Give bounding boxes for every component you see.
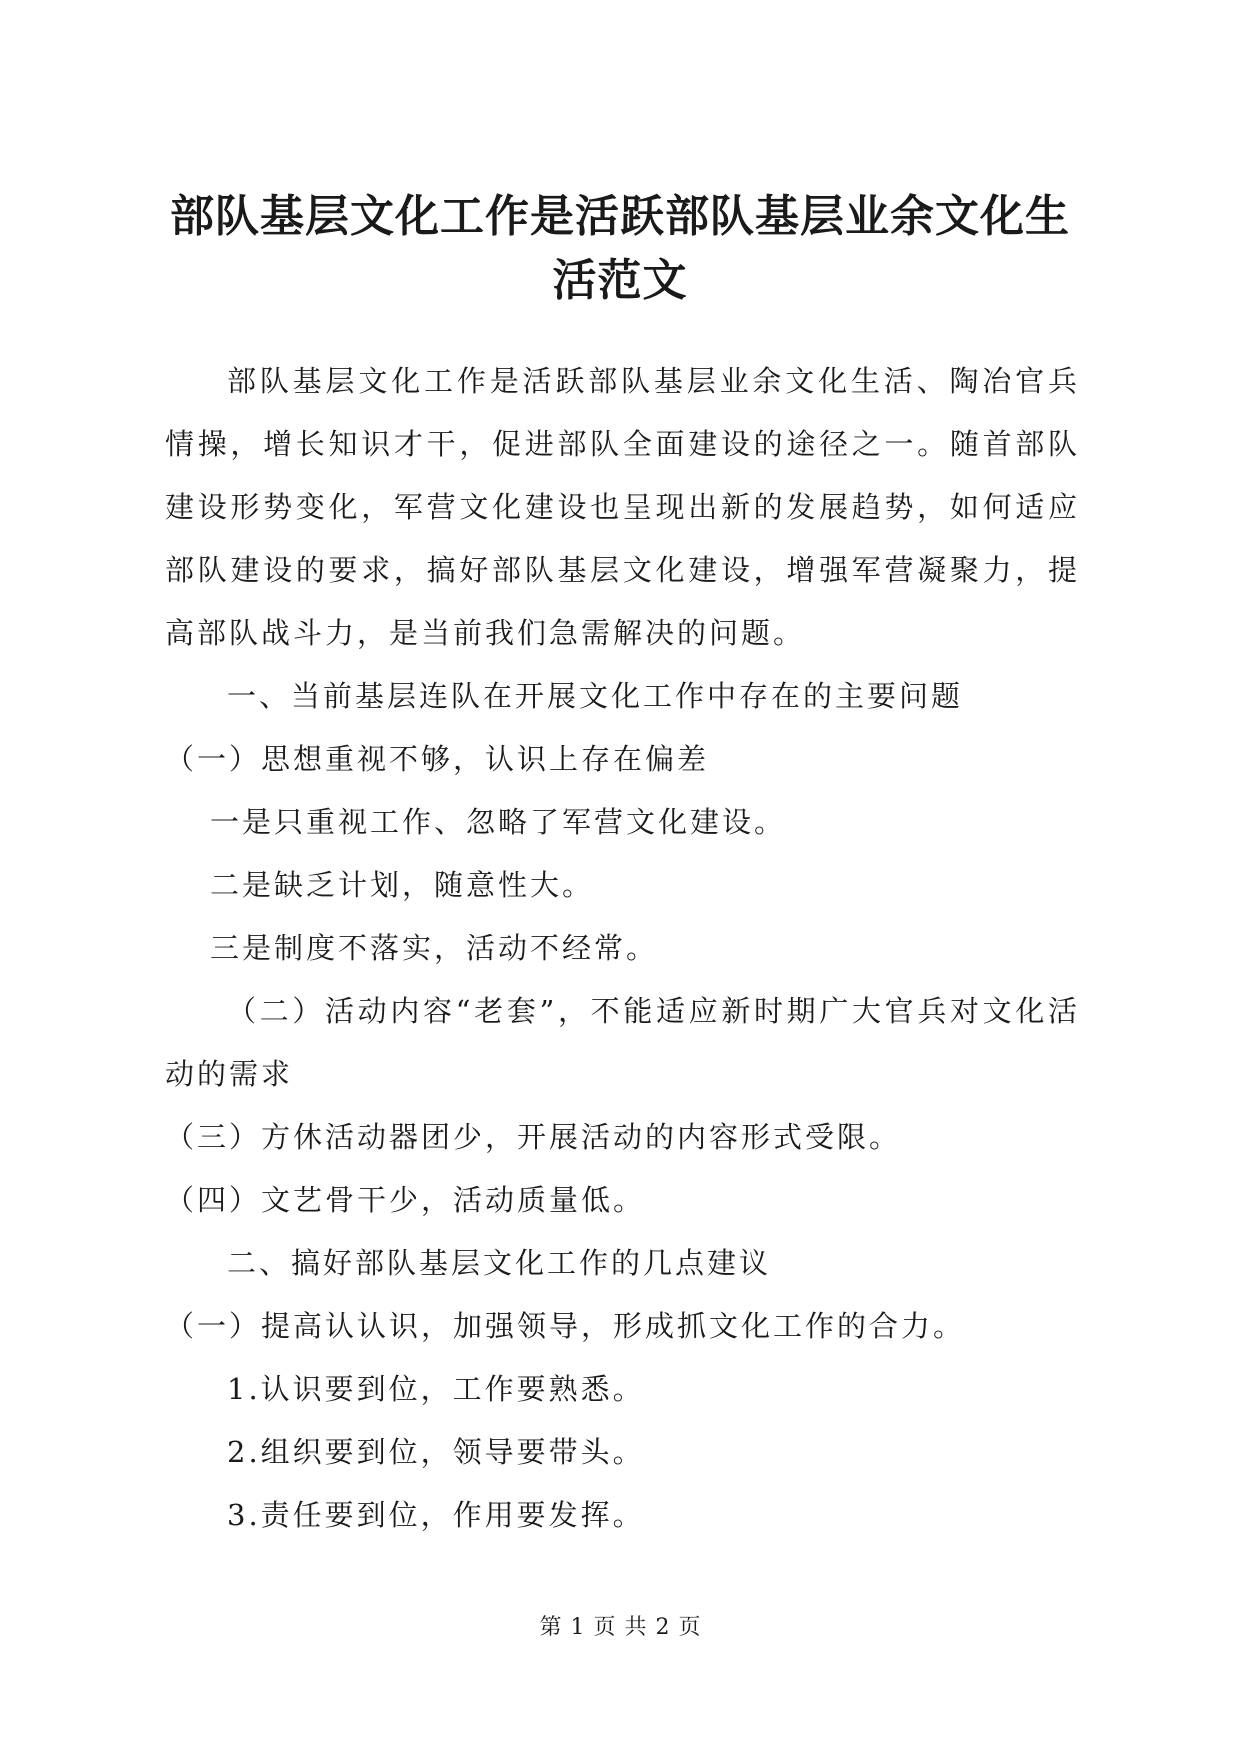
numbered-item: 3.责任要到位，作用要发挥。 <box>227 1498 645 1532</box>
numbered-item: 1.认识要到位，工作要熟悉。 <box>227 1372 645 1406</box>
subsection-heading: （一）提高认认识，加强领导，形成抓文化工作的合力。 <box>165 1309 966 1343</box>
list-item: 一是只重视工作、忽略了军营文化建设。 <box>210 805 787 839</box>
subsection-heading: （二）活动内容“老套”，不能适应新时期广大官兵对文化活动的需求 <box>165 994 1080 1091</box>
subsection-heading: （一）思想重视不够，认识上存在偏差 <box>165 742 710 776</box>
numbered-item: 2.组织要到位，领导要带头。 <box>227 1435 645 1469</box>
section-heading-2: 二、搞好部队基层文化工作的几点建议 <box>227 1246 772 1280</box>
subsection-heading: （四）文艺骨干少，活动质量低。 <box>165 1183 646 1217</box>
list-item: 二是缺乏计划，随意性大。 <box>210 868 595 902</box>
document-title: 部队基层文化工作是活跃部队基层业余文化生活范文 <box>170 191 1070 306</box>
subsection-heading: （三）方休活动器团少，开展活动的内容形式受限。 <box>165 1120 902 1154</box>
list-item: 三是制度不落实，活动不经常。 <box>210 931 659 965</box>
intro-paragraph: 部队基层文化工作是活跃部队基层业余文化生活、陶冶官兵情操，增长知识才干，促进部队全面建设的途径之一。随首部队建设形势变化，军营文化建设也呈现出新的发展趋势，如何适应部队建设的要求，搞好部队基层文化建设，增强军营凝聚力，提高部队战斗力，是当前我们急需解决的问题。 <box>165 364 1080 650</box>
document-body <box>165 350 1080 1547</box>
section-heading-1: 一、当前基层连队在开展文化工作中存在的主要问题 <box>227 679 964 713</box>
page-footer: 第 1 页 共 2 页 <box>539 1615 702 1640</box>
